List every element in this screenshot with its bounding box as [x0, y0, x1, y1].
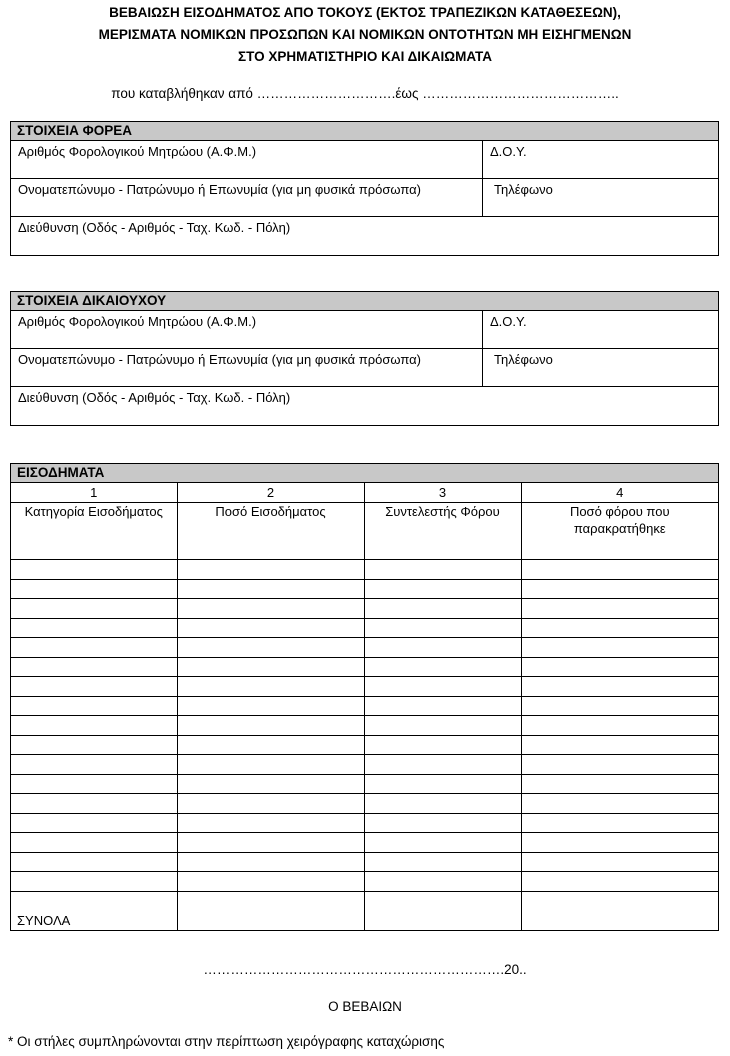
income-category-cell[interactable]: [11, 599, 177, 619]
tax-withheld-cell[interactable]: [521, 813, 718, 833]
income-entry-row: [11, 657, 718, 677]
income-entry-row: [11, 618, 718, 638]
income-entry-row: [11, 677, 718, 697]
title-line-3: ΣΤΟ ΧΡΗΜΑΤΙΣΤΗΡΙΟ ΚΑΙ ΔΙΚΑΙΩΜΑΤΑ: [238, 49, 492, 64]
tax-rate-cell[interactable]: [364, 891, 521, 911]
tax-withheld-cell[interactable]: [521, 560, 718, 580]
tax-rate-cell[interactable]: [364, 755, 521, 775]
income-category-cell[interactable]: [11, 579, 177, 599]
tax-rate-cell[interactable]: [364, 813, 521, 833]
payment-period: που καταβλήθηκαν από ………………………….έως ……………………………………..: [111, 86, 619, 101]
income-entry-row: [11, 755, 718, 775]
income-entry-row: [11, 696, 718, 716]
income-entry-row: [11, 813, 718, 833]
payer-phone-label: Τηλέφωνο: [494, 182, 553, 197]
income-category-cell[interactable]: [11, 638, 177, 658]
income-entry-row: [11, 794, 718, 814]
income-entry-row: [11, 774, 718, 794]
tax-withheld-cell[interactable]: [521, 638, 718, 658]
tax-withheld-cell[interactable]: [521, 794, 718, 814]
beneficiary-section: [10, 291, 719, 426]
income-entry-row: [11, 716, 718, 736]
income-entry-row: [11, 579, 718, 599]
income-amount-cell[interactable]: [177, 716, 364, 736]
total-income-amount[interactable]: [177, 911, 364, 930]
beneficiary-doy-field[interactable]: [482, 311, 718, 348]
tax-rate-cell[interactable]: [364, 774, 521, 794]
income-amount-cell[interactable]: [177, 618, 364, 638]
income-category-cell[interactable]: [11, 774, 177, 794]
tax-rate-cell[interactable]: [364, 696, 521, 716]
beneficiary-heading: ΣΤΟΙΧΕΙΑ ΔΙΚΑΙΟΥΧΟΥ: [11, 292, 718, 311]
payer-name-label: Ονοματεπώνυμο - Πατρώνυμο ή Επωνυμία (για μη φυσικά πρόσωπα): [18, 182, 421, 197]
tax-withheld-cell[interactable]: [521, 696, 718, 716]
income-category-cell[interactable]: [11, 735, 177, 755]
income-amount-cell[interactable]: [177, 852, 364, 872]
column-number-1: 1: [11, 483, 177, 502]
date-line: ………………………………………………………….20..: [203, 962, 527, 977]
tax-withheld-cell[interactable]: [521, 657, 718, 677]
tax-withheld-cell[interactable]: [521, 891, 718, 911]
income-amount-cell[interactable]: [177, 560, 364, 580]
tax-withheld-cell[interactable]: [521, 774, 718, 794]
income-category-cell[interactable]: [11, 755, 177, 775]
income-amount-cell[interactable]: [177, 638, 364, 658]
income-amount-cell[interactable]: [177, 657, 364, 677]
payer-doy-label: Δ.Ο.Υ.: [490, 144, 527, 159]
payer-doy-field[interactable]: [482, 141, 718, 178]
income-category-cell[interactable]: [11, 540, 177, 560]
payer-row-address: [11, 217, 718, 255]
beneficiary-doy-label: Δ.Ο.Υ.: [490, 314, 527, 329]
income-amount-cell[interactable]: [177, 696, 364, 716]
income-category-cell[interactable]: [11, 852, 177, 872]
tax-withheld-cell[interactable]: [521, 716, 718, 736]
tax-rate-cell[interactable]: [364, 677, 521, 697]
income-category-cell[interactable]: [11, 833, 177, 853]
total-tax-rate[interactable]: [364, 911, 521, 930]
beneficiary-phone-field[interactable]: [482, 349, 718, 386]
income-category-cell[interactable]: [11, 618, 177, 638]
tax-rate-cell[interactable]: [364, 599, 521, 619]
tax-rate-cell[interactable]: [364, 735, 521, 755]
income-amount-cell[interactable]: [177, 813, 364, 833]
tax-rate-cell[interactable]: [364, 560, 521, 580]
header-income-category: Κατηγορία Εισοδήματος: [11, 502, 177, 540]
tax-rate-cell[interactable]: [364, 579, 521, 599]
header-tax-withheld: Ποσό φόρου που παρακρατήθηκε: [521, 502, 718, 540]
income-category-cell[interactable]: [11, 872, 177, 892]
payer-section: [10, 121, 719, 256]
beneficiary-row-afm: [11, 311, 718, 349]
tax-withheld-cell[interactable]: [521, 833, 718, 853]
payer-address-label: Διεύθυνση (Οδός - Αριθμός - Ταχ. Κωδ. - Πόλη): [18, 220, 291, 235]
beneficiary-phone-label: Τηλέφωνο: [494, 352, 553, 367]
signer-label: Ο ΒΕΒΑΙΩΝ: [328, 999, 402, 1014]
column-number-2: 2: [177, 483, 364, 502]
payer-phone-field[interactable]: [482, 179, 718, 216]
income-amount-cell[interactable]: [177, 794, 364, 814]
income-entry-row: [11, 852, 718, 872]
column-number-row: [11, 483, 718, 502]
tax-withheld-cell[interactable]: [521, 540, 718, 560]
beneficiary-afm-field[interactable]: [11, 311, 482, 348]
income-amount-cell[interactable]: [177, 540, 364, 560]
payer-row-afm: [11, 141, 718, 179]
income-category-cell[interactable]: [11, 677, 177, 697]
tax-rate-cell[interactable]: [364, 794, 521, 814]
title-line-1: ΒΕΒΑΙΩΣΗ ΕΙΣΟΔΗΜΑΤΟΣ ΑΠΟ ΤΟΚΟΥΣ (ΕΚΤΟΣ ΤΡΑΠΕΖΙΚΩΝ ΚΑΤΑΘΕΣΕΩΝ),: [109, 5, 621, 20]
income-amount-cell[interactable]: [177, 774, 364, 794]
income-entry-row: [11, 891, 718, 911]
tax-rate-cell[interactable]: [364, 540, 521, 560]
income-category-cell[interactable]: [11, 657, 177, 677]
income-amount-cell[interactable]: [177, 677, 364, 697]
income-table: [11, 483, 718, 930]
income-category-cell[interactable]: [11, 794, 177, 814]
income-category-cell[interactable]: [11, 891, 177, 911]
income-amount-cell[interactable]: [177, 755, 364, 775]
income-category-cell[interactable]: [11, 560, 177, 580]
tax-withheld-cell[interactable]: [521, 755, 718, 775]
column-header-row: [11, 502, 718, 540]
header-income-amount: Ποσό Εισοδήματος: [177, 502, 364, 540]
total-tax-withheld[interactable]: [521, 911, 718, 930]
title-line-2: ΜΕΡΙΣΜΑΤΑ ΝΟΜΙΚΩΝ ΠΡΟΣΩΠΩΝ ΚΑΙ ΝΟΜΙΚΩΝ ΟΝΤΟΤΗΤΩΝ ΜΗ ΕΙΣΗΓΜΕΝΩΝ: [98, 27, 632, 42]
beneficiary-address-label: Διεύθυνση (Οδός - Αριθμός - Ταχ. Κωδ. - Πόλη): [18, 390, 291, 405]
income-amount-cell[interactable]: [177, 891, 364, 911]
beneficiary-row-address: [11, 387, 718, 425]
footnote: * Οι στήλες συμπληρώνονται στην περίπτωση χειρόγραφης καταχώρισης: [8, 1034, 445, 1049]
income-heading: ΕΙΣΟΔΗΜΑΤΑ: [11, 464, 718, 483]
beneficiary-row-name: [11, 349, 718, 387]
column-number-3: 3: [364, 483, 521, 502]
income-amount-cell[interactable]: [177, 833, 364, 853]
payer-afm-field[interactable]: [11, 141, 482, 178]
header-tax-rate: Συντελεστής Φόρου: [364, 502, 521, 540]
payer-row-name: [11, 179, 718, 217]
income-entry-row: [11, 735, 718, 755]
income-entry-row: [11, 599, 718, 619]
tax-withheld-cell[interactable]: [521, 618, 718, 638]
income-amount-cell[interactable]: [177, 872, 364, 892]
tax-rate-cell[interactable]: [364, 657, 521, 677]
beneficiary-address-field[interactable]: [11, 387, 718, 425]
income-entry-row: [11, 833, 718, 853]
income-section: [10, 463, 719, 931]
tax-withheld-cell[interactable]: [521, 735, 718, 755]
tax-withheld-cell[interactable]: [521, 872, 718, 892]
tax-withheld-cell[interactable]: [521, 579, 718, 599]
tax-rate-cell[interactable]: [364, 716, 521, 736]
income-category-cell[interactable]: [11, 813, 177, 833]
tax-withheld-cell[interactable]: [521, 852, 718, 872]
beneficiary-name-label: Ονοματεπώνυμο - Πατρώνυμο ή Επωνυμία (για μη φυσικά πρόσωπα): [18, 352, 421, 367]
income-category-cell[interactable]: [11, 696, 177, 716]
totals-label: ΣΥΝΟΛΑ: [11, 911, 177, 930]
totals-row: [11, 911, 718, 930]
tax-rate-cell[interactable]: [364, 872, 521, 892]
column-number-4: 4: [521, 483, 718, 502]
income-entry-row: [11, 872, 718, 892]
tax-rate-cell[interactable]: [364, 618, 521, 638]
tax-rate-cell[interactable]: [364, 833, 521, 853]
income-amount-cell[interactable]: [177, 579, 364, 599]
tax-withheld-cell[interactable]: [521, 599, 718, 619]
income-amount-cell[interactable]: [177, 735, 364, 755]
payer-name-field[interactable]: [11, 179, 482, 216]
payer-afm-label: Αριθμός Φορολογικού Μητρώου (Α.Φ.Μ.): [18, 144, 257, 159]
beneficiary-name-field[interactable]: [11, 349, 482, 386]
income-entry-row: [11, 638, 718, 658]
tax-withheld-cell[interactable]: [521, 677, 718, 697]
income-entry-row: [11, 560, 718, 580]
payer-heading: ΣΤΟΙΧΕΙΑ ΦΟΡΕΑ: [11, 122, 718, 141]
income-category-cell[interactable]: [11, 716, 177, 736]
payer-address-field[interactable]: [11, 217, 718, 255]
beneficiary-afm-label: Αριθμός Φορολογικού Μητρώου (Α.Φ.Μ.): [18, 314, 257, 329]
income-entry-row: [11, 540, 718, 560]
document-title: [0, 2, 730, 68]
income-amount-cell[interactable]: [177, 599, 364, 619]
tax-rate-cell[interactable]: [364, 638, 521, 658]
tax-rate-cell[interactable]: [364, 852, 521, 872]
